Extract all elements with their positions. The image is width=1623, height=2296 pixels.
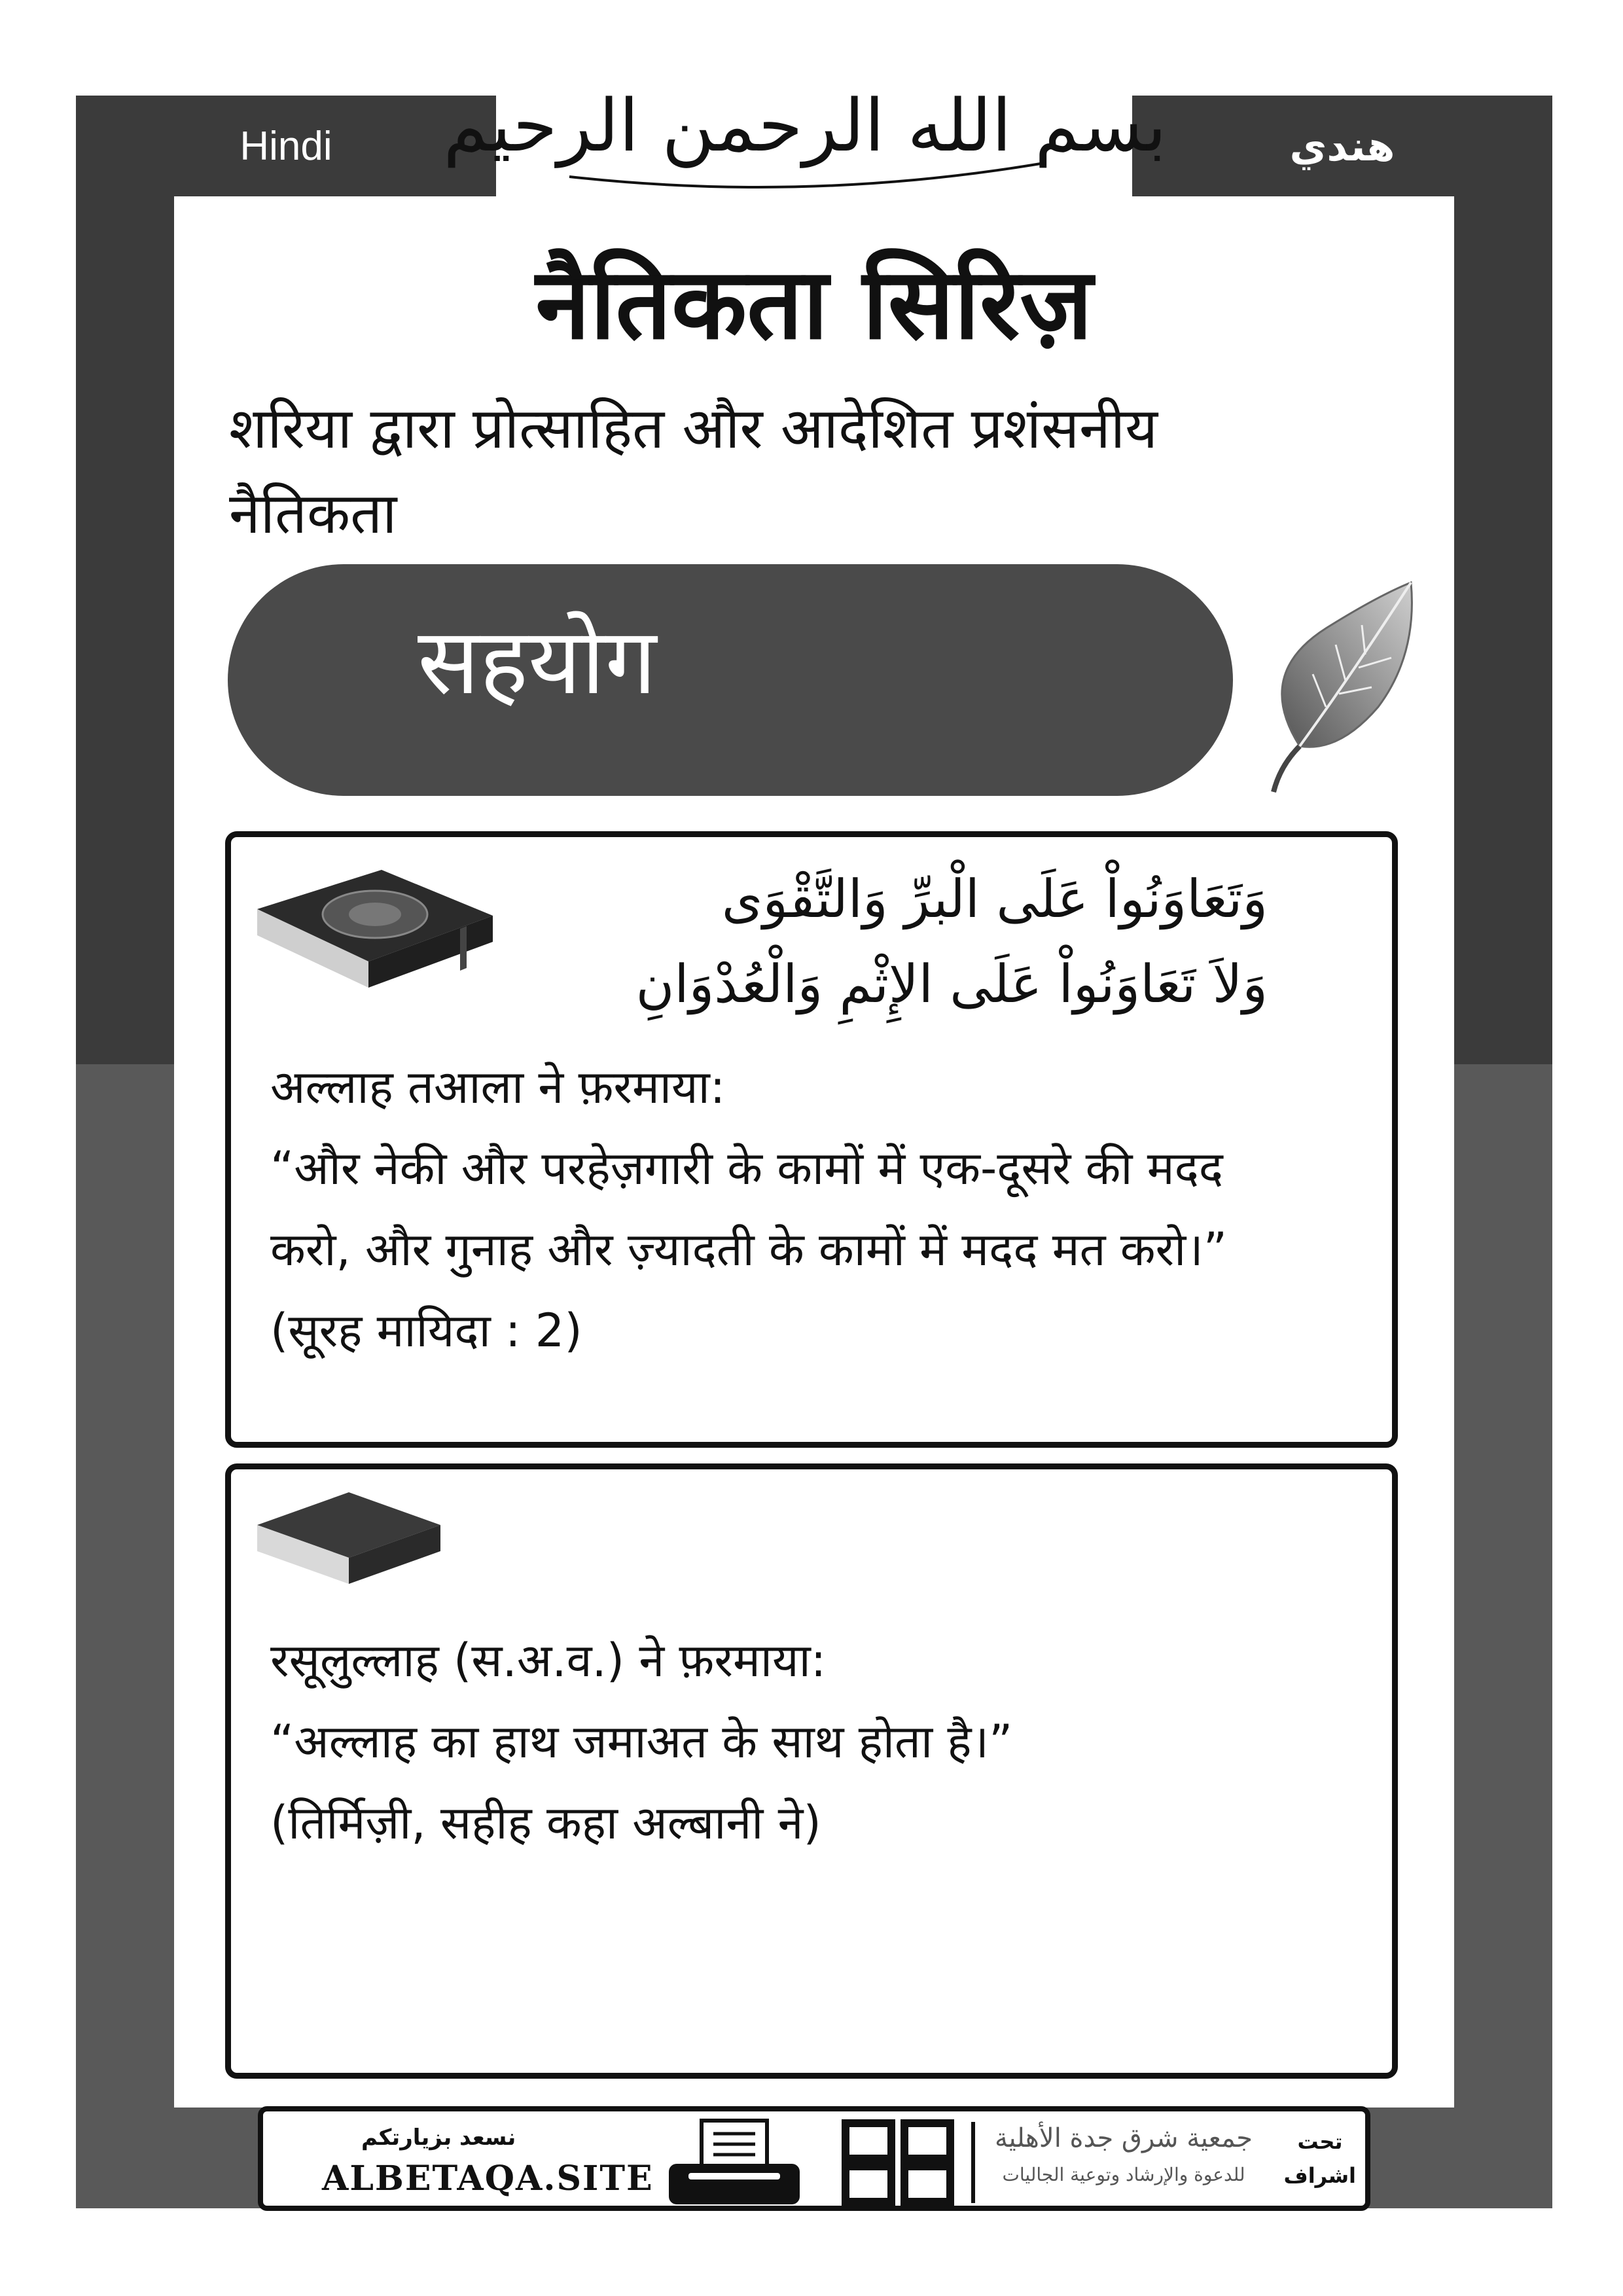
verse-quote-line-2: करो, और गुनाह और ज़्यादती के कामों में मदद मत करो।” xyxy=(270,1223,1228,1276)
arabic-verse xyxy=(636,857,1268,1027)
hadith-box xyxy=(225,1463,1398,2079)
arabic-verse-line-2: وَلاَ تَعَاوَنُواْ عَلَى الإِثْمِ وَالْعُدْوَانِ xyxy=(635,954,1268,1014)
footer-bar xyxy=(258,2106,1370,2211)
hadith-reference: (तिर्मिज़ी, सहीह कहा अल्बानी ने) xyxy=(270,1796,821,1850)
site-link[interactable]: ALBETAQA.SITE xyxy=(322,2159,654,2198)
hadith-book-icon xyxy=(251,1486,447,1590)
language-tab-hindi: Hindi xyxy=(76,96,496,196)
basmala-calligraphy xyxy=(443,39,1167,209)
arabic-verse-line-1: وَتَعَاوَنُواْ عَلَى الْبرِّ وَالتَّقْوَى xyxy=(721,869,1268,929)
leaf-icon xyxy=(1254,576,1424,798)
language-tab-arabic: هندي xyxy=(1132,96,1552,196)
verse-translation xyxy=(270,1047,1383,1371)
subtitle-line-2: नैतिकता xyxy=(229,481,397,547)
footer-divider xyxy=(971,2122,975,2203)
subtitle-line-1: शरिया द्वारा प्रोत्साहित और आदेशित प्रशंसनीय xyxy=(229,396,1158,461)
dawah-logo xyxy=(840,2118,955,2207)
verse-quote-line-1: “और नेकी और परहेज़गारी के कामों में एक-दूसरे की मदद xyxy=(270,1141,1223,1195)
supervision-label-1: تحت xyxy=(1297,2129,1343,2154)
svg-text:بسم الله الرحمن الرحيم: بسم الله الرحمن الرحيم xyxy=(443,84,1167,168)
page-title: नैतिकता सिरिज़ xyxy=(535,247,1093,361)
quran-verse-box xyxy=(225,831,1398,1448)
verse-reference: (सूरह मायिदा : 2) xyxy=(270,1304,582,1357)
topic-banner xyxy=(228,564,1233,796)
verse-intro: अल्लाह तआला ने फ़रमाया: xyxy=(270,1060,726,1114)
hadith-text xyxy=(270,1620,1383,1863)
organization-subtitle: للدعوة والإرشاد وتوعية الجاليات xyxy=(1002,2164,1245,2185)
organization-name: جمعية شرق جدة الأهلية xyxy=(995,2123,1253,2153)
supervision-label xyxy=(1284,2125,1356,2193)
hadith-quote: “अल्लाह का हाथ जमाअत के साथ होता है।” xyxy=(270,1715,1013,1768)
supervision-label-2: اشراف xyxy=(1283,2163,1356,2188)
printer-icon[interactable] xyxy=(662,2118,806,2210)
hadith-intro: रसूलुल्लाह (स.अ.व.) ने फ़रमाया: xyxy=(270,1634,827,1687)
quran-book-icon xyxy=(251,863,499,1007)
topic-title: सहयोग xyxy=(418,609,657,715)
site-tagline: نسعد بزيارتكم xyxy=(361,2125,516,2151)
page-subtitle xyxy=(229,386,1342,556)
